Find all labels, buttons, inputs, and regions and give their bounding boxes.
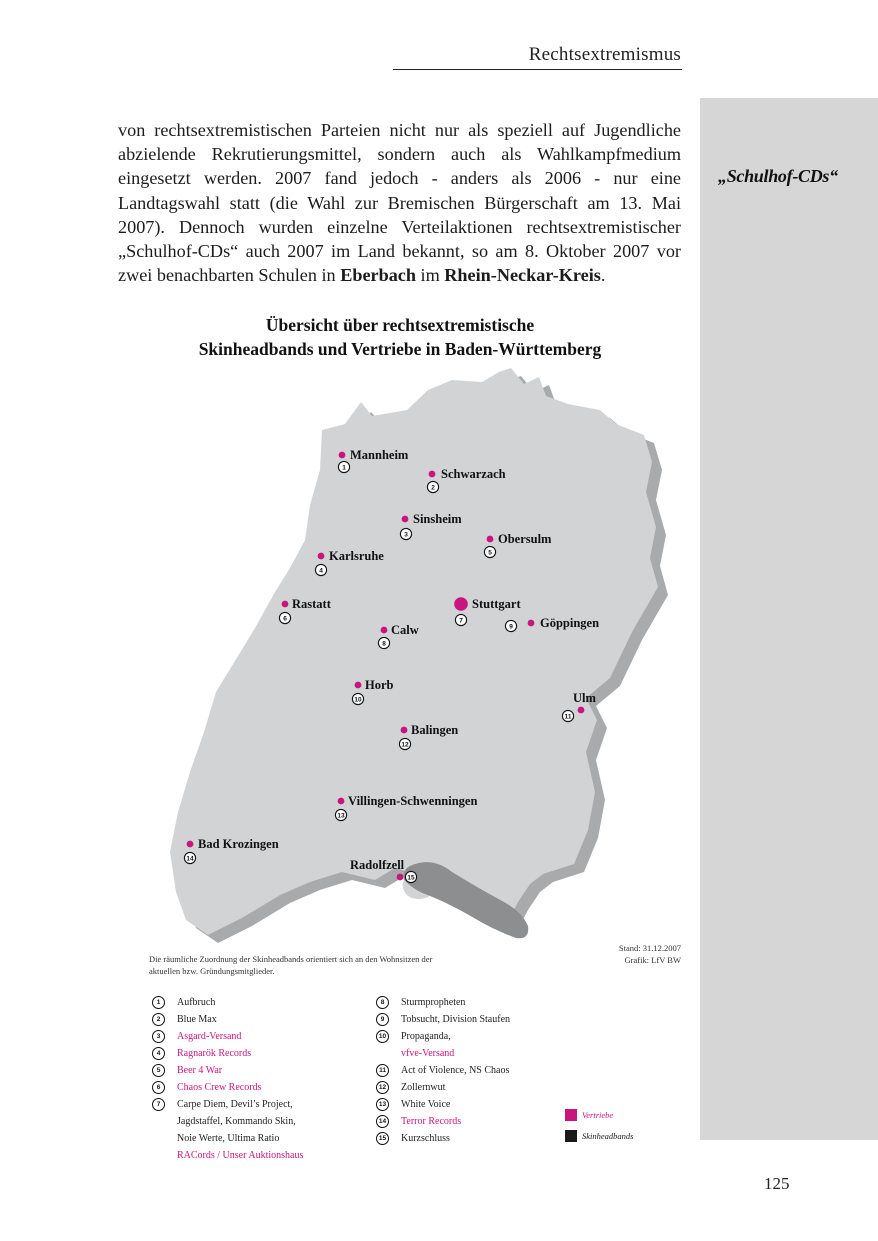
place-eberbach: Eberbach: [340, 265, 416, 286]
legend-label: Beer 4 War: [177, 1065, 223, 1076]
legend-item: [152, 1079, 362, 1096]
legend-label: Tobsucht, Division Staufen: [401, 1014, 511, 1025]
city-number: 4: [319, 567, 323, 575]
legend-item: [376, 1130, 566, 1147]
legend-number-badge: 13: [376, 1098, 389, 1111]
place-rhein-neckar-kreis: Rhein-Neckar-Kreis: [444, 265, 601, 286]
city-marker: [339, 452, 346, 459]
city-label: Horb: [365, 678, 394, 692]
legend-item: [152, 994, 362, 1011]
legend-label: Asgard-Versand: [177, 1031, 242, 1042]
city-marker: [454, 597, 468, 611]
city-number: 10: [354, 696, 362, 704]
skinheadbands-swatch: [565, 1130, 577, 1142]
legend-number-badge: 4: [152, 1047, 165, 1060]
legend-number-badge: 1: [152, 996, 165, 1009]
city-label: Schwarzach: [441, 467, 506, 481]
city-marker: [578, 707, 585, 714]
legend-number-badge: 15: [376, 1132, 389, 1145]
margin-note: „Schulhof-CDs“: [718, 166, 838, 186]
legend-label: Jagdstaffel, Kommando Skin,: [177, 1116, 296, 1127]
map-title-line1: Übersicht über rechtsextremistische: [265, 315, 535, 335]
skinheadbands-label: Skinheadbands: [582, 1131, 634, 1141]
legend-item: [376, 1028, 566, 1045]
legend-item: [376, 1113, 566, 1130]
city-label: Ulm: [573, 691, 596, 705]
legend-label: Chaos Crew Records: [177, 1082, 262, 1093]
city-number: 11: [564, 713, 572, 721]
city-number: 6: [283, 615, 287, 623]
running-header: Rechtsextremismus: [528, 44, 681, 65]
city-number: 8: [382, 640, 386, 648]
city-marker: [338, 798, 345, 805]
legend-number-badge: 8: [376, 996, 389, 1009]
city-label: Göppingen: [540, 616, 600, 630]
legend-item: [152, 1147, 362, 1164]
legend-item: [376, 1079, 566, 1096]
city-number: 1: [342, 464, 346, 472]
legend-number-badge: 6: [152, 1081, 165, 1094]
map-title-line2: Skinheadbands und Vertriebe in Baden-Württemberg: [198, 339, 602, 359]
city-label: Karlsruhe: [329, 549, 384, 563]
city-number: 14: [186, 855, 194, 863]
legend-number-badge: 3: [152, 1030, 165, 1043]
legend-label: Aufbruch: [177, 997, 216, 1008]
map-shape: [170, 368, 668, 943]
legend-item: [152, 1028, 362, 1045]
vertriebe-label: Vertriebe: [582, 1110, 614, 1120]
city-number: 13: [337, 812, 345, 820]
legend-label: Noie Werte, Ultima Ratio: [177, 1133, 280, 1144]
stand-date: Stand: 31.12.2007: [618, 943, 681, 953]
legend-label: Terror Records: [401, 1116, 462, 1127]
body-text-mid: im: [416, 265, 445, 286]
legend-number-badge: 14: [376, 1115, 389, 1128]
body-text-end: .: [600, 265, 606, 286]
city-label: Obersulm: [498, 532, 552, 546]
city-label: Villingen-Schwenningen: [348, 794, 478, 808]
city-number: 15: [407, 874, 415, 882]
city-marker: [381, 627, 388, 634]
city-label: Balingen: [411, 723, 459, 737]
city-marker: [355, 682, 362, 689]
legend-item: [376, 1045, 566, 1062]
city-marker: [402, 516, 409, 523]
legend-item: [376, 1096, 566, 1113]
legend-label: Kurzschluss: [401, 1133, 450, 1144]
legend-item: [152, 1045, 362, 1062]
legend-label: Zollernwut: [401, 1082, 446, 1093]
city-label: Sinsheim: [413, 512, 462, 526]
city-number: 12: [401, 741, 409, 749]
legend-label: Act of Violence, NS Chaos: [401, 1065, 510, 1076]
body-text-start: von rechtsextremistischen Parteien nicht nur als speziell auf Jugendliche abzielende Rekrutierungsmittel, sondern auch als Wahlkampfmedium eingesetzt werden. 2007 fand jedoch - anders als 2006 - nur eine Landtagswahl statt (die Wahl zur Bremischen Bürgerschaft am 13. Mai 2007). Dennoch wurden einzelne Verteilaktionen rechtsextremistischer „Schulhof-CDs“ auch 2007 im Land bekannt, so am 8. Oktober 2007 vor zwei benachbarten Schulen in: [118, 120, 681, 286]
legend-item: [376, 1011, 566, 1028]
city-label: Stuttgart: [472, 597, 521, 611]
city-label: Bad Krozingen: [198, 837, 279, 851]
city-marker: [397, 874, 404, 881]
grafik-credit: Grafik: LfV BW: [624, 955, 681, 965]
city-number: 2: [431, 484, 435, 492]
legend-label: vfve-Versand: [401, 1048, 455, 1059]
city-marker: [187, 841, 194, 848]
legend-label: Propaganda,: [401, 1031, 451, 1042]
vertriebe-swatch: [565, 1109, 577, 1121]
legend-item: [152, 1062, 362, 1079]
city-marker: [429, 471, 436, 478]
legend-number-badge: 9: [376, 1013, 389, 1026]
city-marker: [401, 727, 408, 734]
legend-right-column: [376, 994, 566, 1147]
legend-label: Blue Max: [177, 1014, 217, 1025]
legend-item: [376, 994, 566, 1011]
city-marker: [528, 620, 535, 627]
city-label: Calw: [391, 623, 419, 637]
legend-number-badge: 12: [376, 1081, 389, 1094]
city-label: Radolfzell: [350, 858, 405, 872]
legend-number-badge: 5: [152, 1064, 165, 1077]
legend-item: [152, 1011, 362, 1028]
legend-item: [152, 1130, 362, 1147]
page-number: 125: [764, 1174, 790, 1193]
map-stand: [619, 942, 681, 966]
legend-item: [152, 1096, 362, 1113]
city-number: 3: [404, 531, 408, 539]
legend-number-badge: 11: [376, 1064, 389, 1077]
legend-item: [152, 1113, 362, 1130]
city-number: 5: [488, 549, 492, 557]
legend-label: Sturmpropheten: [401, 997, 466, 1008]
legend-label: Ragnarök Records: [177, 1048, 252, 1059]
legend-number-badge: 7: [152, 1098, 165, 1111]
legend-left-column: [152, 994, 362, 1164]
legend-label: RACords / Unser Auktionshaus: [177, 1150, 304, 1161]
map-note: Die räumliche Zuordnung der Skinheadbands orientiert sich an den Wohnsitzen der aktuellen bzw. Gründungsmitglieder.: [149, 954, 433, 976]
city-number: 9: [509, 623, 513, 631]
city-number: 7: [459, 617, 463, 625]
city-marker: [282, 601, 289, 608]
legend-label: Carpe Diem, Devil’s Project,: [177, 1099, 293, 1110]
city-marker: [318, 553, 325, 560]
city-label: Mannheim: [350, 448, 409, 462]
city-label: Rastatt: [292, 597, 331, 611]
legend-item: [376, 1062, 566, 1079]
legend-label: White Voice: [401, 1099, 451, 1110]
legend-number-badge: 2: [152, 1013, 165, 1026]
legend-number-badge: 10: [376, 1030, 389, 1043]
city-marker: [487, 536, 494, 543]
